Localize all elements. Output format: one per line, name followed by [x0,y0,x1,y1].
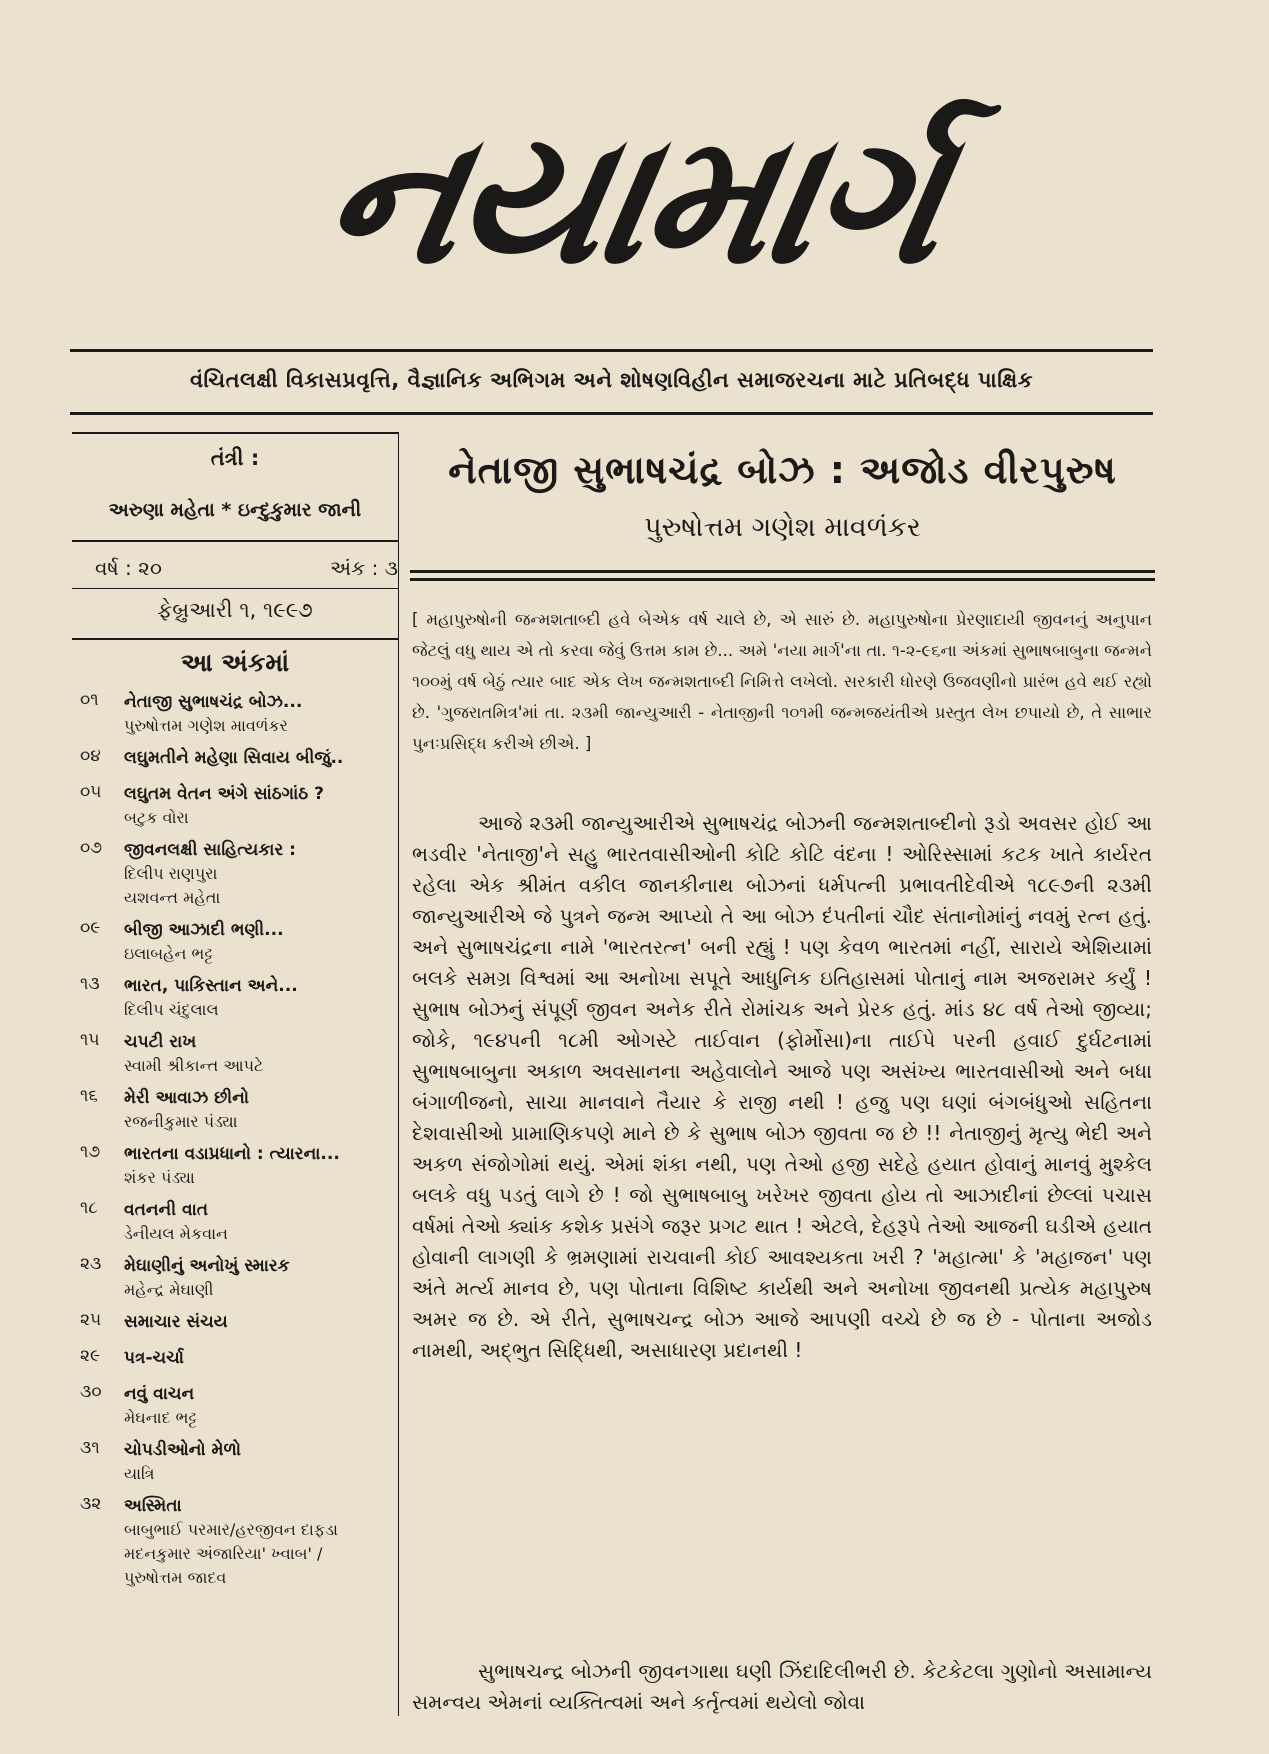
toc-page-number: ૩૧ [80,1438,100,1458]
tagline: વંચિતલક્ષી વિકાસપ્રવૃત્તિ, વૈજ્ઞાનિક અભિગમ અને શોષણવિહીન સમાજરચના માટે પ્રતિબદ્ધ પાક્ષિક [189,368,1034,392]
article-intro-note: [ મહાપુરુષોની જન્મશતાબ્દી હવે બેએક વર્ષ ચાલે છે, એ સારું છે. મહાપુરુષોના પ્રેરણાદાયી જીવનનું અનુપાન જેટલું વધુ થાય એ તો કરવા જેવું ઉત્તમ કામ છે... અમે 'નયા માર્ગ'ના તા. ૧-૨-૯૬ના અંકમાં સુભાષબાબુના જન્મને ૧૦૦મું વર્ષ બેઠું ત્યાર બાદ એક લેખ જન્મશતાબ્દી નિમિત્તે લખેલો. સરકારી ધોરણે ઉજવણીનો પ્રારંભ હવે થઈ રહ્યો છે. 'ગુજરાતમિત્ર'માં તા. ૨૩મી જાન્યુઆરી - નેતાજીની ૧૦૧મી જન્મજયંતીએ પ્રસ્તુત લેખ છપાયો છે, તે સાભાર પુનઃપ્રસિદ્ધ કરીએ છીએ. ] [412,610,1152,753]
toc-author: મદનકુમાર અંજારિયા' ખ્વાબ' / [124,1544,323,1563]
divider [410,578,1155,581]
toc-page-number: ૨૫ [80,1310,102,1330]
divider [70,349,1153,352]
toc-entry [124,1254,396,1302]
toc-author: મહેન્દ્ર મેઘાણી [124,1280,214,1299]
toc-page-number: ૧૫ [80,1030,100,1050]
toc-entry [124,1346,396,1370]
toc-author: દિલીપ ચંદુલાલ [124,1000,219,1019]
toc-title: મેરી આવાઝ છીનો [124,1088,250,1108]
toc-heading: આ અંકમાં [180,648,290,677]
divider [72,638,398,640]
toc-author: યશવન્ત મહેતા [124,888,221,907]
toc-title: લઘુમતીને મહેણા સિવાય બીજું.. [124,748,344,768]
toc-page-number: ૦૯ [80,918,101,938]
toc-title: મેઘાણીનું અનોખું સ્મારક [124,1256,290,1276]
toc-title: બીજી આઝાદી ભણી... [124,920,284,940]
toc-author: રજનીકુમાર પંડ્યા [124,1112,238,1131]
divider [72,432,398,434]
toc-title: લઘુતમ વેતન અંગે સાંઠગાંઠ ? [124,784,324,804]
toc-title: અસ્મિતા [124,1496,182,1516]
masthead-title: નયામાર્ગ [310,95,960,304]
toc-title: ચપટી રાખ [124,1032,197,1052]
toc-entry [124,1030,396,1078]
toc-entry [124,690,396,738]
toc-entry [124,1310,396,1334]
article-paragraph: સુભાષચન્દ્ર બોઝની જીવનગાથા ઘણી ઝિંદાદિલીભરી છે. કેટકેટલા ગુણોનો અસામાન્ય સમન્વય એમનાં વ્યક્તિત્વમાં અને કર્તૃત્વમાં થયેલો જોવા [412,1659,1152,1714]
toc-entry [124,746,396,770]
toc-author: બાબુભાઈ પરમાર/હરજીવન દાફડા [124,1520,338,1539]
masthead [0,80,1269,320]
toc-title: પત્ર-ચર્ચા [124,1348,184,1368]
toc-author: મેઘનાદ ભટ્ટ [124,1408,198,1427]
toc-title: નેતાજી સુભાષચંદ્ર બોઝ... [124,692,303,712]
divider [70,412,1153,415]
toc-page-number: ૧૮ [80,1198,98,1218]
editor-label: તંત્રી : [210,446,260,470]
toc-title: ભારત, પાકિસ્તાન અને... [124,976,298,996]
toc-entry [124,1382,396,1430]
toc-entry [124,1494,396,1590]
toc-author: પુરુષોત્તમ ગણેશ માવળંકર [124,716,288,735]
toc-entry [124,838,396,910]
toc-author: સ્વામી શ્રીકાન્ત આપટે [124,1056,264,1075]
volume-year: વર્ષ : ૨૦ [95,556,162,580]
article-author: પુરુષોત્તમ ગણેશ માવળંકર [644,512,921,543]
toc-entry [124,1198,396,1246]
toc-page-number: ૧૭ [80,1142,101,1162]
toc-author: દિલીપ રાણપુરા [124,864,218,883]
toc-title: વતનની વાત [124,1200,208,1220]
article-paragraph: આજે ૨૩મી જાન્યુઆરીએ સુભાષચંદ્ર બોઝની જન્મશતાબ્દીનો રૂડો અવસર હોઈ આ ભડવીર 'નેતાજી'ને સહુ ભારતવાસીઓની કોટિ કોટિ વંદના ! ઓરિસ્સામાં કટક ખાતે કાર્યરત રહેલા એક શ્રીમંત વકીલ જાનકીનાથ બોઝનાં ધર્મપત્ની પ્રભાવતીદેવીએ ૧૮૯૭ની ૨૩મી જાન્યુઆરીએ જે પુત્રને જન્મ આપ્યો તે આ બોઝ દંપતીનાં ચૌદ સંતાનોમાંનું નવમું રત્ન હતું. અને સુભાષચંદ્રના નામે 'ભારતરત્ન' બની રહ્યું ! પણ કેવળ ભારતમાં નહીં, સારાયે એશિયામાં બલકે સમગ્ર વિશ્વમાં આ અનોખા સપૂતે આધુનિક ઇતિહાસમાં પોતાનું નામ અજરામર કર્યું ! સુભાષ બોઝનું સંપૂર્ણ જીવન અનેક રીતે રોમાંચક અને પ્રેરક હતું. માંડ ૪૮ વર્ષ તેઓ જીવ્યા; જોકે, ૧૯૪૫ની ૧૮મી ઓગસ્ટે તાઈવાન (ફોર્મોસા)ના તાઈપે પરની હવાઈ દુર્ઘટનામાં સુભાષબાબુના અકાળ અવસાનના અહેવાલોને આજે પણ અસંખ્ય ભારતવાસીઓ અને બધા બંગાળીજનો, સાચા માનવાને તૈયાર કે રાજી નથી ! હજુ પણ ઘણાં બંગબંધુઓ સહિતના દેશવાસીઓ પ્રામાણિકપણે માને છે કે સુભાષ બોઝ જીવતા જ છે !! નેતાજીનું મૃત્યુ ભેદી અને અકળ સંજોગોમાં થયું. એમાં શંકા નથી, પણ તેઓ હજી સદેહે હયાત હોવાનું માનવું મુશ્કેલ બલકે વધુ પડતું લાગે છે ! જો સુભાષબાબુ ખરેખર જીવતા હોય તો આઝાદીનાં છેલ્લાં પચાસ વર્ષમાં તેઓ ક્યાંક કશેક પ્રસંગે જરૂર પ્રગટ થાત ! એટલે, દેહરૂપે તેઓ આજની ઘડીએ હયાત હોવાની લાગણી કે ભ્રમણામાં રાચવાની કોઈ આવશ્યકતા ખરી ? 'મહાત્મા' કે 'મહાજન' પણ અંતે મર્ત્ય માનવ છે, પણ પોતાના વિશિષ્ટ કાર્યથી અને અનોખા જીવનથી પ્રત્યેક મહાપુરુષ અમર જ છે. એ રીતે, સુભાષચન્દ્ર બોઝ આજે આપણી વચ્ચે છે જ છે - પોતાના અજોડ નામથી, અદ્ભુત સિદ્ધિથી, અસાધારણ પ્રદાનથી ! [412,811,1152,1362]
toc-page-number: ૧૩ [80,974,100,994]
toc-page-number: ૨૯ [80,1346,101,1366]
toc-author: શંકર પંડ્યા [124,1168,195,1187]
toc-title: ભારતના વડાપ્રધાનો : ત્યારના... [124,1144,340,1164]
toc-page-number: ૦૭ [80,838,103,858]
divider [72,588,398,589]
column-divider [398,432,399,1716]
toc-page-number: ૦૫ [80,782,102,802]
issue-date: ફેબ્રુઆરી ૧, ૧૯૯૭ [157,598,313,622]
divider [72,540,398,542]
toc-page-number: ૧૬ [80,1086,98,1106]
toc-title: નવું વાચન [124,1384,195,1404]
toc-title: સમાચાર સંચય [124,1312,228,1332]
toc-page-number: ૩૨ [80,1494,102,1514]
toc-page-number: ૩૦ [80,1382,102,1402]
toc-page-number: ૦૪ [80,746,101,766]
toc-title: જીવનલક્ષી સાહિત્યકાર : [124,840,296,860]
toc-entry [124,1438,396,1486]
toc-author: યાત્રિ [124,1464,155,1483]
toc-entry [124,974,396,1022]
toc-entry [124,782,396,830]
issue-number: અંક : ૩ [330,556,398,580]
toc-author: બટુક વોરા [124,808,189,827]
toc-title: ચોપડીઓનો મેળો [124,1440,242,1460]
toc-page-number: ૨૩ [80,1254,102,1274]
toc-author: ઇલાબહેન ભટ્ટ [124,944,214,963]
toc-entry [124,1142,396,1190]
toc-entry [124,1086,396,1134]
toc-entry [124,918,396,966]
editor-names: અરુણા મહેતા * ઇન્દુકુમાર જાની [108,499,362,521]
divider [410,570,1155,573]
article-title: નેતાજી સુભાષચંદ્ર બોઝ : અજોડ વીરપુરુષ [448,448,1117,492]
toc-author: પુરુષોત્તમ જાદવ [124,1568,227,1587]
toc-author: ડેનીયલ મેકવાન [124,1224,228,1243]
toc-page-number: ૦૧ [80,690,99,710]
